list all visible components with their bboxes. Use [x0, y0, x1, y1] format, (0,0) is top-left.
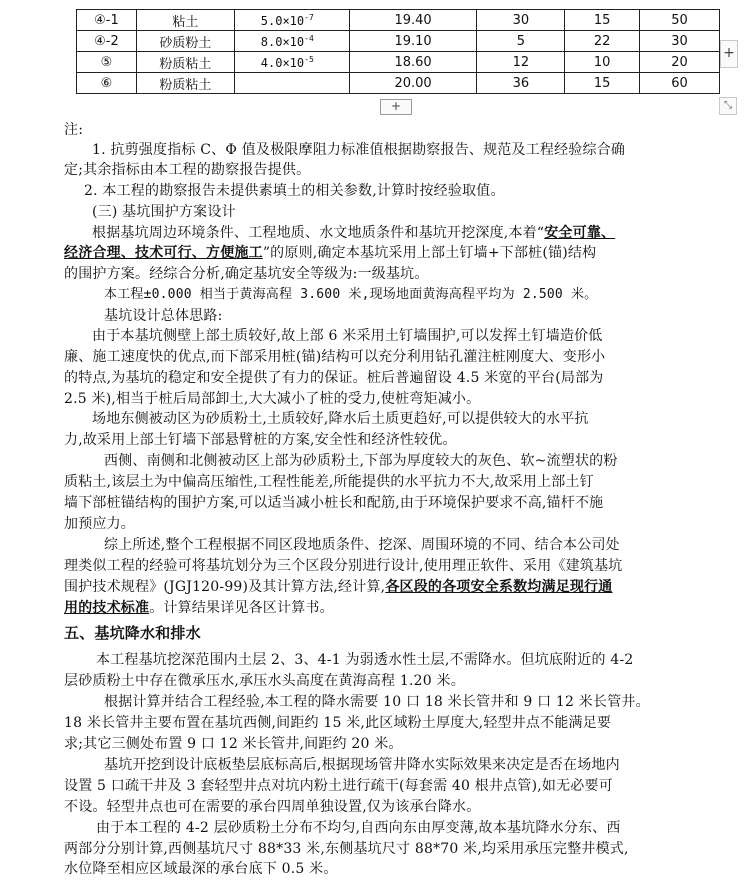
table-resize-handle[interactable]: ⤡ — [719, 97, 737, 115]
permeability-cell: $5.0\times 10^{-7}$ — [234, 10, 349, 31]
section-title: 五、基坑降水和排水 — [64, 624, 201, 642]
paragraph-line: 场地东侧被动区为砂质粉土,土质较好,降水后土质更趋好,可以提供较大的水平抗 — [92, 411, 589, 427]
paragraph-line: 由于本基坑侧壁上部土质较好,故上部 6 米采用土钉墙围护,可以发挥土钉墙造价低 — [92, 328, 603, 344]
emphasis-text: 各区段的各项安全系数均满足现行通 — [385, 579, 613, 595]
table-row — [77, 73, 720, 94]
value-cell: 15 — [565, 73, 640, 94]
soil-name-cell: 粉质粘土 — [136, 52, 234, 73]
permeability-cell: $4.0\times 10^{-5}$ — [234, 52, 349, 73]
value-cell: 60 — [640, 73, 720, 94]
value-cell: 50 — [640, 10, 720, 31]
paragraph-line: 基坑设计总体思路: — [104, 308, 223, 324]
paragraph-text: ”的原则,确定本基坑采用上部土钉墙+下部桩(锚)结构 — [262, 245, 597, 261]
paragraph-line: 本工程±0.000 相当于黄海高程 3.600 米,现场地面黄海高程平均为 2.500 米。 — [104, 287, 598, 302]
value-cell: 15 — [565, 10, 640, 31]
paragraph-line: 的围护方案。经综合分析,确定基坑安全等级为:一级基坑。 — [64, 266, 429, 282]
layer-cell: ⑥ — [77, 73, 137, 94]
paragraph-line — [64, 243, 596, 263]
paragraph-line: 力,故采用上部土钉墙下部悬臂桩的方案,安全性和经济性较优。 — [64, 432, 457, 448]
paragraph-line: 西侧、南侧和北侧被动区上部为砂质粉土,下部为厚度较大的灰色、软~流塑状的粉 — [104, 453, 618, 469]
permeability-cell — [234, 73, 349, 94]
paragraph-line: 基坑开挖到设计底板垫层底标高后,根据现场管井降水实际效果来决定是否在场地内 — [104, 757, 620, 773]
emphasis-text: 用的技术标准 — [64, 600, 150, 616]
paragraph-line: 2.5 米),相当于桩后局部卸土,大大减小了桩的受力,使桩弯矩减小。 — [64, 391, 481, 407]
paragraph-line: 本工程基坑挖深范围内土层 2、3、4-1 为弱透水性土层,不需降水。但坑底附近的 4-2 — [96, 652, 634, 668]
value-cell: 5 — [477, 31, 565, 52]
add-row-button[interactable]: + — [380, 99, 412, 115]
layer-cell: ⑤ — [77, 52, 137, 73]
value-cell: 20.00 — [349, 73, 477, 94]
soil-name-cell: 粉质粘土 — [136, 73, 234, 94]
paragraph-line: 18 米长管井主要布置在基坑西侧,间距约 15 米,此区域粉土厚度大,轻型井点不能满足要 — [64, 715, 612, 731]
paragraph-line — [64, 577, 613, 597]
table-row — [77, 10, 720, 31]
value-cell: 18.60 — [349, 52, 477, 73]
paragraph-text: 围护技术规程》(JGJ120-99)及其计算方法,经计算, — [64, 579, 386, 595]
paragraph-line: 不设。轻型井点也可在需要的承台四周单独设置,仅为该承台降水。 — [64, 799, 481, 815]
value-cell: 19.10 — [349, 31, 477, 52]
soil-name-cell: 粘土 — [136, 10, 234, 31]
value-cell: 22 — [565, 31, 640, 52]
paragraph-line: 求;其它三侧处布置 9 口 12 米长管井,间距约 20 米。 — [64, 736, 403, 752]
paragraph-line — [92, 223, 615, 243]
paragraph-line: 1. 抗剪强度指标 C、Φ 值及极限摩阻力标准值根据勘察报告、规范及工程经验综合确 — [92, 142, 626, 158]
paragraph-line: 层砂质粉土中存在微承压水,承压水头高度在黄海高程 1.20 米。 — [64, 673, 465, 689]
value-cell: 20 — [640, 52, 720, 73]
paragraph-line: 两部分分别计算,西侧基坑尺寸 88*33 米,东侧基坑尺寸 88*70 米,均采用承压完整井模式, — [64, 841, 629, 857]
paragraph-line: 水位降至相应区域最深的承台底下 0.5 米。 — [64, 861, 338, 877]
soil-name-cell: 砂质粉土 — [136, 31, 234, 52]
layer-cell: ④-1 — [77, 10, 137, 31]
paragraph-line: 定;其余指标由本工程的勘察报告提供。 — [64, 162, 311, 178]
value-cell: 10 — [565, 52, 640, 73]
paragraph-text: 。计算结果详见各区计算书。 — [149, 600, 334, 616]
table-row — [77, 31, 720, 52]
note-heading: 注: — [64, 122, 84, 138]
paragraph-line: 根据计算并结合工程经验,本工程的降水需要 10 口 18 米长管井和 9 口 12 米长管井。 — [104, 694, 650, 710]
paragraph-line: 理类似工程的经验可将基坑划分为三个区段分别进行设计,使用理正软件、采用《建筑基坑 — [64, 558, 623, 574]
add-column-button[interactable]: + — [720, 40, 738, 68]
value-cell: 30 — [640, 31, 720, 52]
emphasis-text: 经济合理、技术可行、方便施工 — [64, 245, 263, 261]
value-cell: 30 — [477, 10, 565, 31]
table-row — [77, 52, 720, 73]
paragraph-line: 加预应力。 — [64, 516, 135, 532]
value-cell: 36 — [477, 73, 565, 94]
paragraph-line: 廉、施工速度快的优点,而下部采用桩(锚)结构可以充分利用钻孔灌注桩刚度大、变形小 — [64, 349, 606, 365]
value-cell: 12 — [477, 52, 565, 73]
section-heading: (三) 基坑围护方案设计 — [92, 204, 236, 220]
value-cell: 19.40 — [349, 10, 477, 31]
soil-parameter-table — [76, 9, 720, 94]
paragraph-line: 由于本工程的 4-2 层砂质粉土分布不均匀,自西向东由厚变薄,故本基坑降水分东、西 — [96, 820, 621, 836]
paragraph-line: 的特点,为基坑的稳定和安全提供了有力的保证。桩后普遍留设 4.5 米宽的平台(局部为 — [64, 370, 604, 386]
paragraph-text: 根据基坑周边环境条件、工程地质、水文地质条件和基坑开挖深度,本着“ — [92, 225, 545, 241]
emphasis-text: 安全可靠、 — [544, 225, 616, 241]
permeability-cell: $8.0\times 10^{-4}$ — [234, 31, 349, 52]
paragraph-line: 设置 5 口疏干井及 3 套轻型井点对坑内粉土进行疏干(每套需 40 根井点管),如无必要可 — [64, 778, 613, 794]
paragraph-line: 2. 本工程的勘察报告未提供素填土的相关参数,计算时按经验取值。 — [84, 183, 505, 199]
layer-cell: ④-2 — [77, 31, 137, 52]
paragraph-line — [64, 598, 334, 618]
paragraph-line: 综上所述,整个工程根据不同区段地质条件、挖深、周围环境的不同、结合本公司处 — [104, 537, 620, 553]
paragraph-line: 质粘土,该层土为中偏高压缩性,工程性能差,所能提供的水平抗力不大,故采用上部土钉 — [64, 474, 594, 490]
paragraph-line: 墙下部桩锚结构的围护方案,可以适当减小桩长和配筋,由于环境保护要求不高,锚杆不施 — [64, 495, 604, 511]
